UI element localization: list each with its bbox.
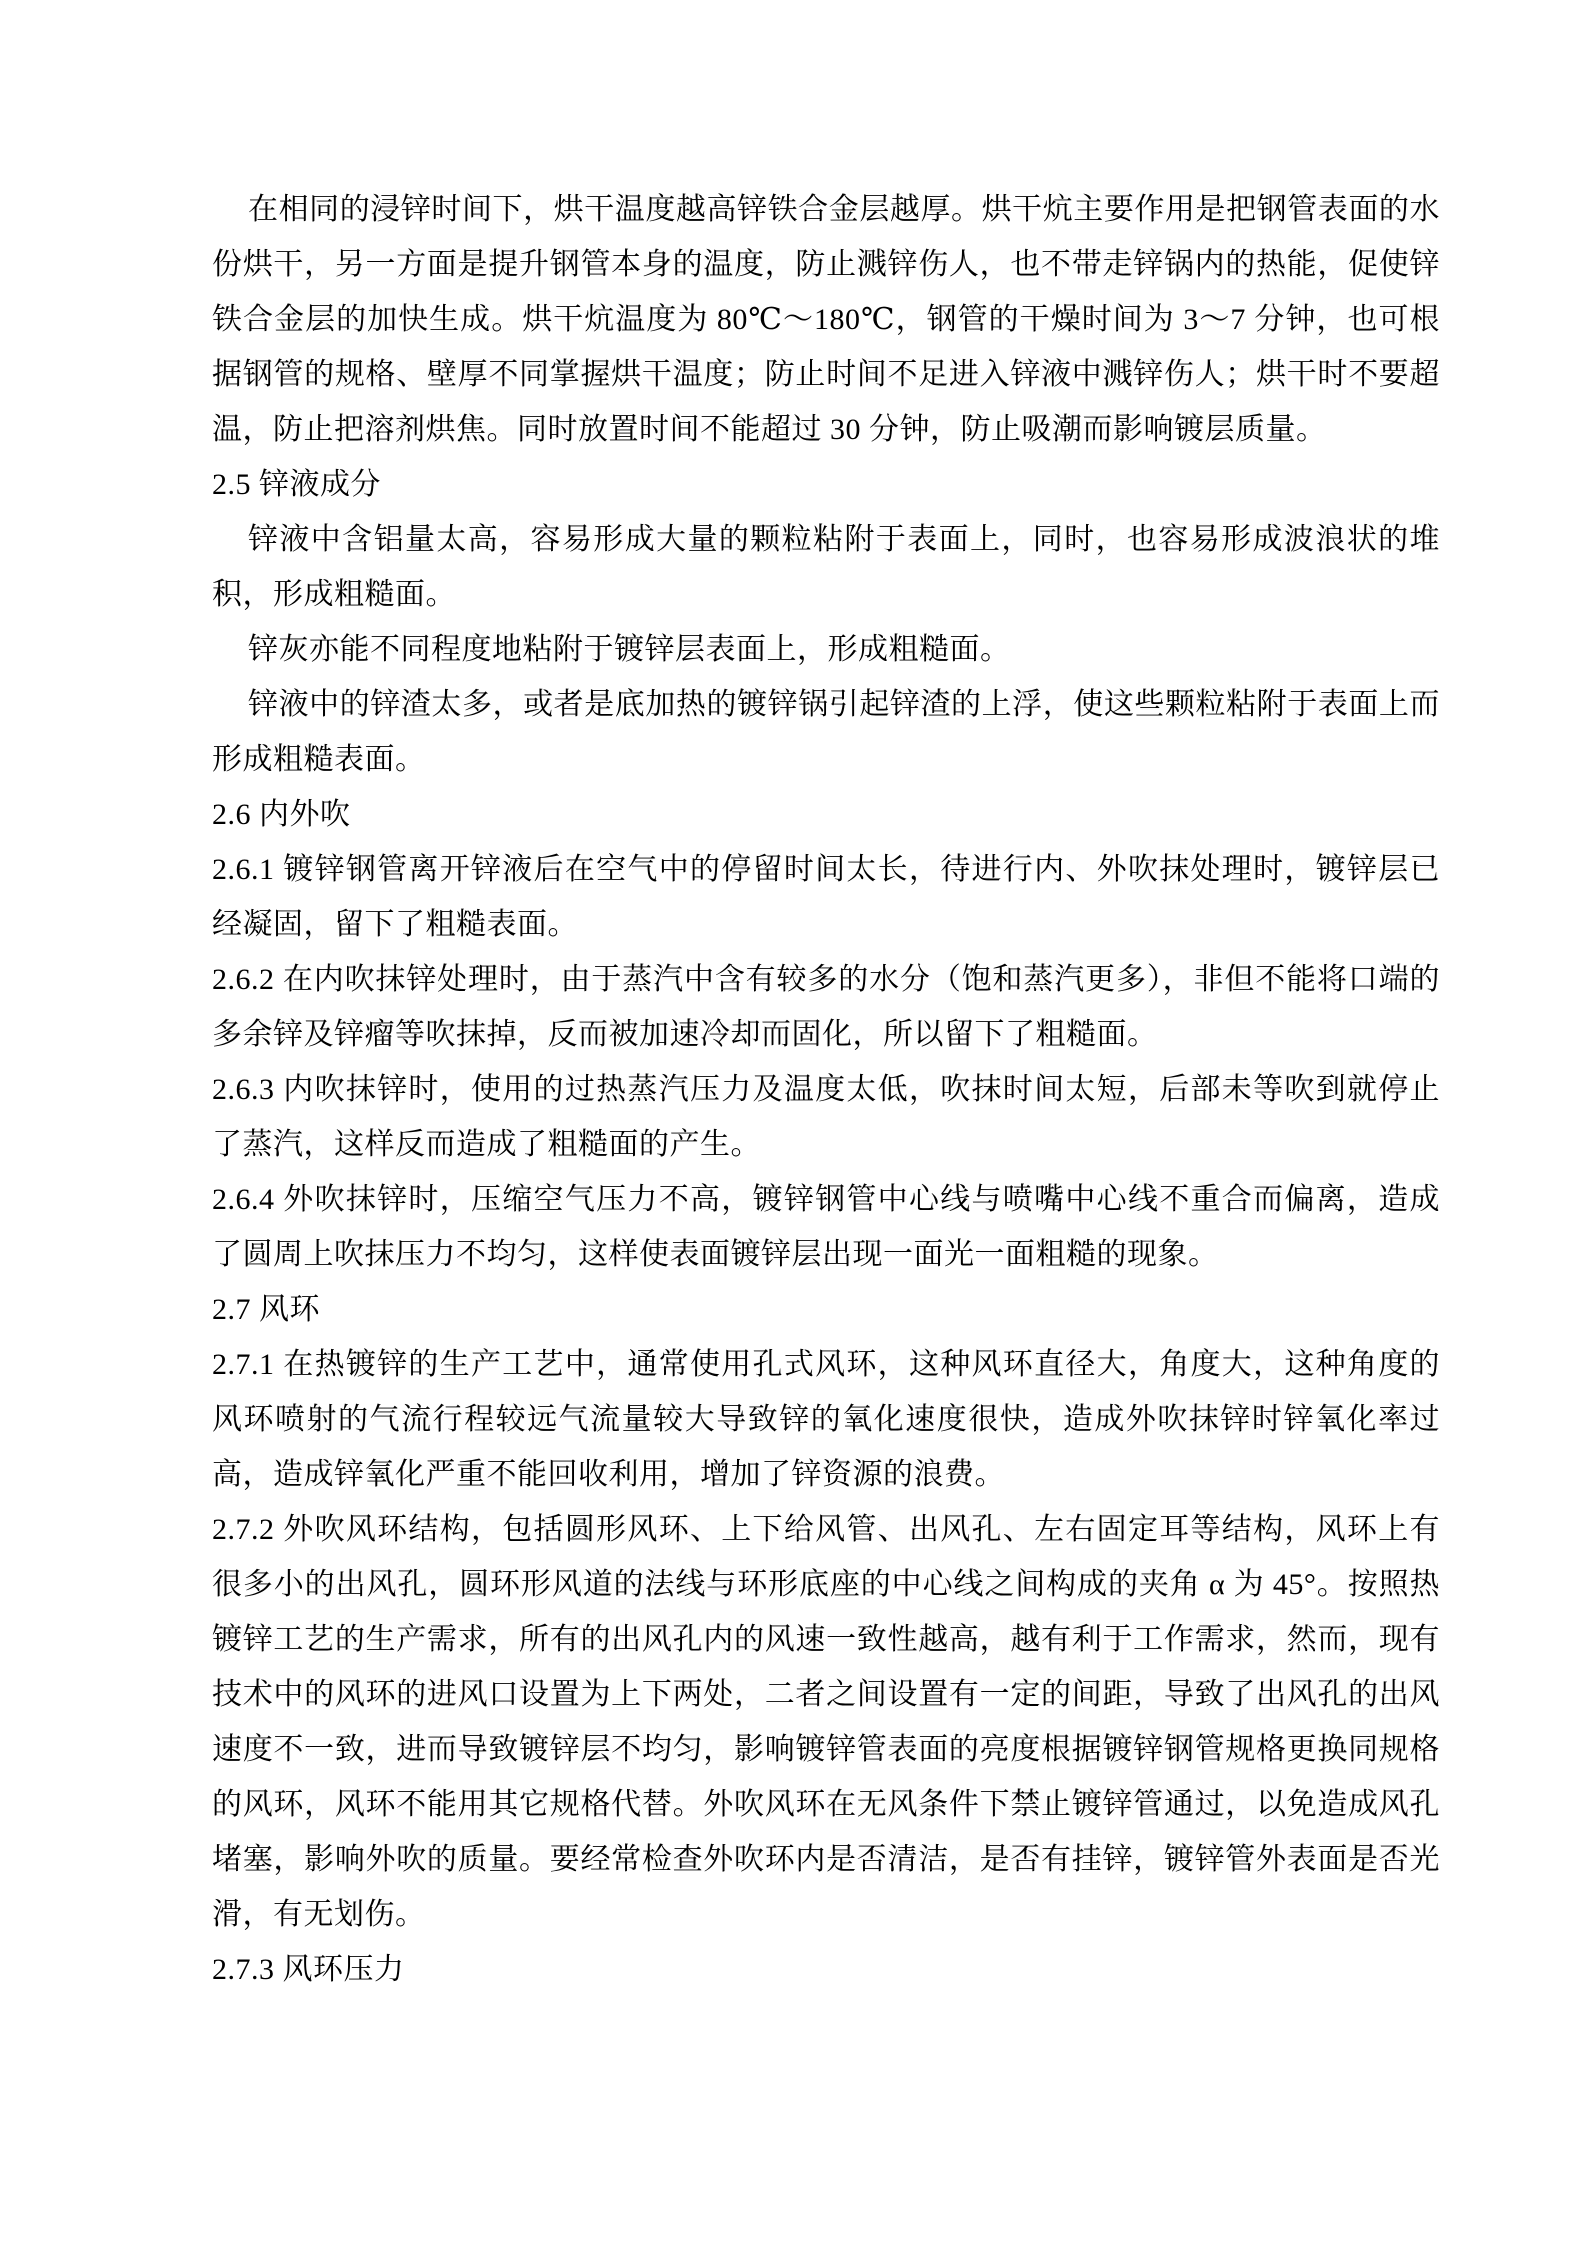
paragraph: 2.6.2 在内吹抹锌处理时，由于蒸汽中含有较多的水分（饱和蒸汽更多），非但不能将口端的多余锌及锌瘤等吹抹掉，反而被加速冷却而固化，所以留下了粗糙面。 [212, 963, 1440, 1051]
section-heading: 2.5 锌液成分 [212, 468, 381, 501]
paragraph: 锌液中含铝量太高，容易形成大量的颗粒粘附于表面上，同时，也容易形成波浪状的堆积，形成粗糙面。 [212, 523, 1440, 611]
paragraph: 2.6.1 镀锌钢管离开锌液后在空气中的停留时间太长，待进行内、外吹抹处理时，镀锌层已经凝固，留下了粗糙表面。 [212, 853, 1440, 941]
section-heading: 2.7.3 风环压力 [212, 1953, 405, 1986]
paragraph: 2.6.3 内吹抹锌时，使用的过热蒸汽压力及温度太低，吹抹时间太短，后部未等吹到就停止了蒸汽，这样反而造成了粗糙面的产生。 [212, 1073, 1440, 1161]
paragraph: 2.7.1 在热镀锌的生产工艺中，通常使用孔式风环，这种风环直径大，角度大，这种角度的风环喷射的气流行程较远气流量较大导致锌的氧化速度很快，造成外吹抹锌时锌氧化率过高，造成锌氧化严重不能回收利用，增加了锌资源的浪费。 [212, 1348, 1440, 1491]
paragraph: 锌灰亦能不同程度地粘附于镀锌层表面上，形成粗糙面。 [248, 633, 1011, 666]
paragraph: 2.7.2 外吹风环结构，包括圆形风环、上下给风管、出风孔、左右固定耳等结构，风环上有很多小的出风孔，圆环形风道的法线与环形底座的中心线之间构成的夹角 α 为 45°。按照热镀锌工艺的生产需求，所有的出风孔内的风速一致性越高，越有利于工作需求，然而，现有技术中的风环的进风口设置为上下两处，二者之间设置有一定的间距，导致了出风孔的出风速度不一致，进而导致镀锌层不均匀，影响镀锌管表面的亮度根据镀锌钢管规格更换同规格的风环，风环不能用其它规格代替。外吹风环在无风条件下禁止镀锌管通过，以免造成风孔堵塞，影响外吹的质量。要经常检查外吹环内是否清洁，是否有挂锌，镀锌管外表面是否光滑，有无划伤。 [212, 1513, 1440, 1931]
section-heading: 2.7 风环 [212, 1293, 320, 1326]
paragraph: 在相同的浸锌时间下，烘干温度越高锌铁合金层越厚。烘干炕主要作用是把钢管表面的水份烘干，另一方面是提升钢管本身的温度，防止溅锌伤人，也不带走锌锅内的热能，促使锌铁合金层的加快生成。烘干炕温度为 80℃～180℃，钢管的干燥时间为 3～7 分钟，也可根据钢管的规格、壁厚不同掌握烘干温度；防止时间不足进入锌液中溅锌伤人；烘干时不要超温，防止把溶剂烘焦。同时放置时间不能超过 30 分钟，防止吸潮而影响镀层质量。 [212, 193, 1440, 446]
section-heading: 2.6 内外吹 [212, 798, 351, 831]
paragraph: 2.6.4 外吹抹锌时，压缩空气压力不高，镀锌钢管中心线与喷嘴中心线不重合而偏离，造成了圆周上吹抹压力不均匀，这样使表面镀锌层出现一面光一面粗糙的现象。 [212, 1183, 1440, 1271]
document-body [212, 182, 1440, 1997]
paragraph: 锌液中的锌渣太多，或者是底加热的镀锌锅引起锌渣的上浮，使这些颗粒粘附于表面上而形成粗糙表面。 [212, 688, 1440, 776]
